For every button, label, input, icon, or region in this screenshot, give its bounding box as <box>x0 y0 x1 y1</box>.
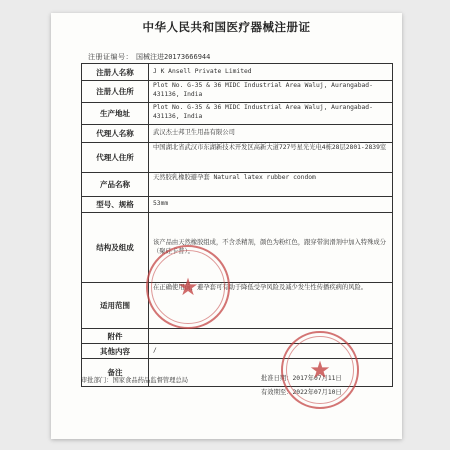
row-value <box>149 329 393 344</box>
row-value: 53mm <box>149 197 393 213</box>
row-value: / <box>149 344 393 359</box>
row-value: 中国湖北省武汉市东湖新技术开发区高新大道727号星光光电4栋28层2801-2839室 <box>149 143 393 173</box>
row-key: 代理人住所 <box>82 143 149 173</box>
row-key: 备注 <box>82 359 149 387</box>
official-seal-left <box>146 245 230 329</box>
row-key: 生产地址 <box>82 103 149 125</box>
row-value: J K Ansell Private Limited <box>149 64 393 81</box>
document-title: 中华人民共和国医疗器械注册证 <box>142 20 311 34</box>
row-key: 结构及组成 <box>82 213 149 283</box>
approval-date: 批准日期：2017年07月11日 <box>261 375 342 382</box>
valid-until-date: 有效期至：2022年07月10日 <box>261 389 342 396</box>
row-key: 其他内容 <box>82 344 149 359</box>
registration-table <box>81 63 393 387</box>
approval-department <box>81 375 188 384</box>
row-key: 注册人名称 <box>82 64 149 81</box>
table-row <box>82 143 393 173</box>
table-row <box>82 81 393 103</box>
registration-number-value: 国械注进20173666944 <box>136 53 211 61</box>
table-row <box>82 173 393 197</box>
seal-star-icon: ★ <box>309 356 331 384</box>
row-value: 在正确使用前，避孕套可有助于降低受孕风险及减少发生性传播疾病的风险。 <box>149 283 393 329</box>
row-key: 附件 <box>82 329 149 344</box>
approval-department-label: 审批部门： <box>81 377 113 384</box>
row-value: 该产品由天然橡胶组成，不含杀精剂，颜色为粉红色，跟穿带润滑剂中加入特殊成分（聚硅卡普）。 <box>149 213 393 283</box>
table-row <box>82 64 393 81</box>
row-value: Plot No. G-35 & 36 MIDC Industrial Area Waluj, Aurangabad-431136, India <box>149 103 393 125</box>
row-value: 武汉杰士邦卫生用品有限公司 <box>149 125 393 143</box>
table-row <box>82 197 393 213</box>
table-row <box>82 125 393 143</box>
registration-number-line <box>88 52 210 62</box>
table-row <box>82 283 393 329</box>
row-key: 适用范围 <box>82 283 149 329</box>
seal-star-icon: ★ <box>177 273 199 301</box>
certificate-paper <box>51 13 402 439</box>
registration-number-label: 注册证编号： <box>88 53 133 61</box>
row-key: 注册人住所 <box>82 81 149 103</box>
approval-department-name: 国家食品药品监督管理总局 <box>112 377 189 384</box>
official-seal-right <box>281 331 359 409</box>
row-value: Plot No. G-35 & 36 MIDC Industrial Area Waluj, Aurangabad-431136, India <box>149 81 393 103</box>
table-row <box>82 213 393 283</box>
table-row <box>82 103 393 125</box>
row-key: 代理人名称 <box>82 125 149 143</box>
row-key: 型号、规格 <box>82 197 149 213</box>
row-value: 天然胶乳橡胶避孕套 Natural latex rubber condom <box>149 173 393 197</box>
row-key: 产品名称 <box>82 173 149 197</box>
